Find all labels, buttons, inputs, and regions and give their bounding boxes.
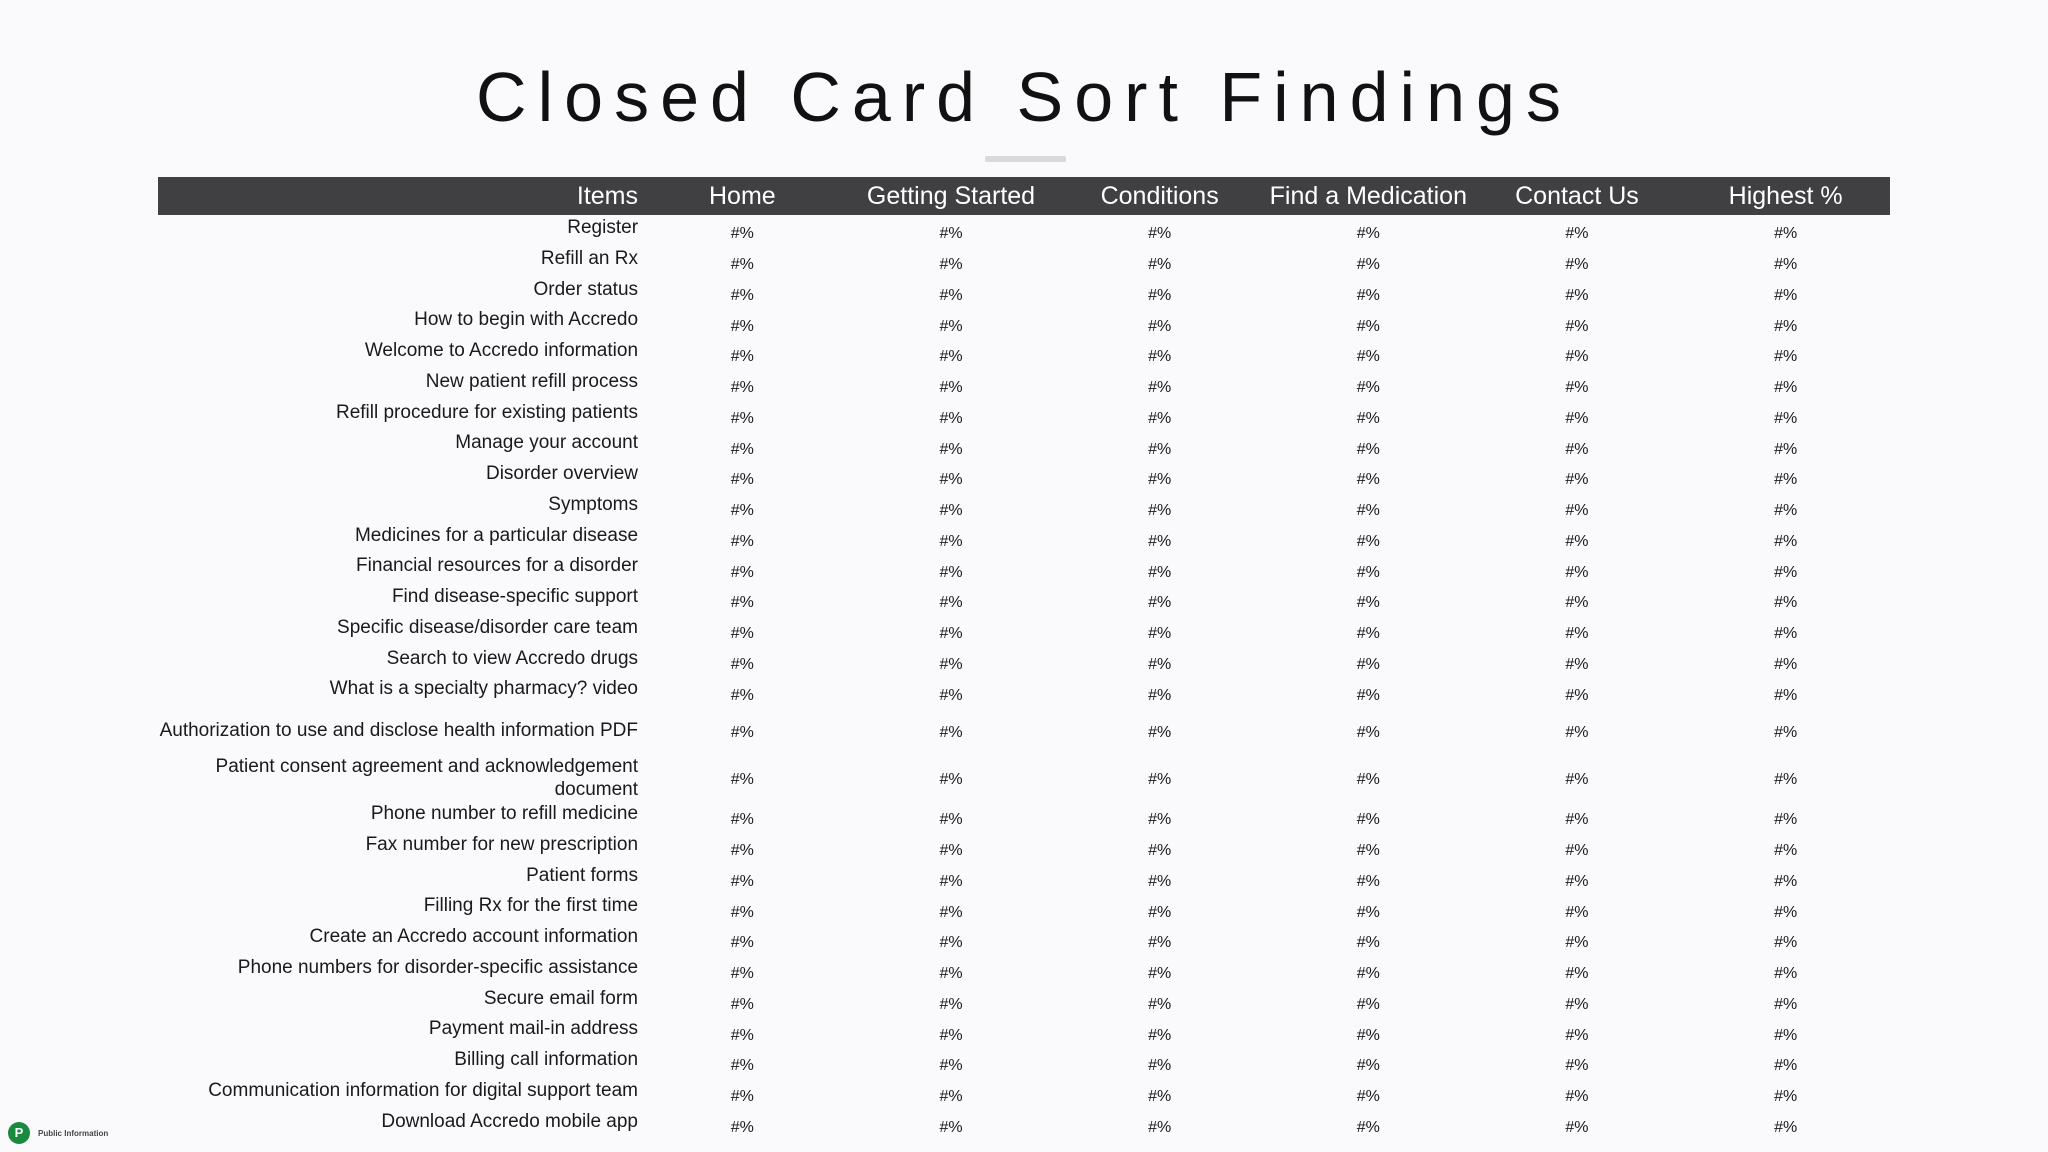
row-value-cell: #%	[1356, 1118, 1380, 1136]
row-value-cell: #%	[730, 965, 754, 983]
row-item-label: Find disease-specific support	[391, 586, 639, 607]
row-value-cell: #%	[1565, 317, 1589, 335]
row-value-cell: #%	[730, 1118, 754, 1136]
table-row	[158, 307, 1890, 338]
row-value-cell: #%	[939, 723, 963, 741]
table-row	[158, 893, 1890, 924]
row-value-cell: #%	[1774, 379, 1798, 397]
row-value-cell: #%	[1774, 770, 1798, 788]
table-row	[158, 646, 1890, 677]
row-value-cell: #%	[1565, 256, 1589, 274]
row-value-cell: #%	[1774, 317, 1798, 335]
row-value-cell: #%	[730, 686, 754, 704]
row-value-cell: #%	[939, 1118, 963, 1136]
table-header-row	[158, 177, 1890, 215]
row-value-cell: #%	[1356, 1088, 1380, 1106]
row-value-cell: #%	[1774, 625, 1798, 643]
row-value-cell: #%	[939, 934, 963, 952]
row-value-cell: #%	[1356, 965, 1380, 983]
row-value-cell: #%	[1565, 440, 1589, 458]
row-value-cell: #%	[1565, 409, 1589, 427]
row-value-cell: #%	[730, 1026, 754, 1044]
row-value-cell: #%	[1774, 225, 1798, 243]
column-header-conditions: Conditions	[1100, 182, 1219, 210]
row-item-label: Search to view Accredo drugs	[386, 647, 639, 669]
row-value-cell: #%	[1774, 594, 1798, 612]
row-value-cell: #%	[1356, 1057, 1380, 1075]
row-value-cell: #%	[1356, 502, 1380, 520]
row-value-cell: #%	[1356, 903, 1380, 921]
table-row	[158, 955, 1890, 986]
table-row	[158, 1109, 1890, 1140]
row-value-cell: #%	[1356, 256, 1380, 274]
row-value-cell: #%	[1356, 594, 1380, 612]
row-value-cell: #%	[1356, 723, 1380, 741]
column-header-contact-us: Contact Us	[1515, 182, 1639, 210]
row-value-cell: #%	[939, 770, 963, 788]
row-value-cell: #%	[1148, 471, 1172, 489]
row-value-cell: #%	[1356, 1026, 1380, 1044]
column-header-getting-started: Getting Started	[866, 182, 1036, 210]
row-value-cell: #%	[1774, 903, 1798, 921]
row-value-cell: #%	[730, 317, 754, 335]
table-row	[158, 215, 1890, 246]
row-value-cell: #%	[1356, 625, 1380, 643]
row-value-cell: #%	[730, 256, 754, 274]
table-row	[158, 492, 1890, 523]
row-value-cell: #%	[1565, 286, 1589, 304]
row-item-label: Patient consent agreement and acknowledgement document	[215, 755, 639, 800]
row-value-cell: #%	[1148, 1118, 1172, 1136]
row-value-cell: #%	[1148, 770, 1172, 788]
row-value-cell: #%	[1565, 934, 1589, 952]
row-value-cell: #%	[1356, 348, 1380, 366]
row-value-cell: #%	[1356, 471, 1380, 489]
row-item-label: Manage your account	[455, 432, 639, 454]
row-item-label: Medicines for a particular disease	[354, 524, 639, 546]
row-value-cell: #%	[1565, 594, 1589, 612]
row-value-cell: #%	[730, 903, 754, 921]
table-row	[158, 986, 1890, 1017]
row-value-cell: #%	[1356, 317, 1380, 335]
row-item-label: What is a specialty pharmacy? video	[329, 678, 639, 700]
row-value-cell: #%	[939, 563, 963, 581]
row-value-cell: #%	[1774, 256, 1798, 274]
row-value-cell: #%	[939, 1057, 963, 1075]
row-value-cell: #%	[1356, 286, 1380, 304]
row-item-label: Filling Rx for the first time	[423, 895, 639, 917]
row-value-cell: #%	[1774, 348, 1798, 366]
table-row	[158, 430, 1890, 461]
table-body	[158, 215, 1890, 1139]
row-value-cell: #%	[1774, 440, 1798, 458]
row-value-cell: #%	[730, 594, 754, 612]
row-value-cell: #%	[1774, 872, 1798, 890]
row-value-cell: #%	[1148, 625, 1172, 643]
row-value-cell: #%	[1774, 995, 1798, 1013]
row-value-cell: #%	[1356, 811, 1380, 829]
row-value-cell: #%	[730, 770, 754, 788]
row-value-cell: #%	[1356, 770, 1380, 788]
row-value-cell: #%	[1148, 811, 1172, 829]
row-value-cell: #%	[1774, 409, 1798, 427]
row-value-cell: #%	[1565, 686, 1589, 704]
row-item-label: Communication information for digital support team	[208, 1079, 639, 1101]
table-row	[158, 924, 1890, 955]
row-value-cell: #%	[1148, 563, 1172, 581]
row-value-cell: #%	[1148, 1026, 1172, 1044]
row-value-cell: #%	[730, 348, 754, 366]
row-item-label: Billing call information	[454, 1049, 639, 1070]
table-row	[158, 707, 1890, 754]
row-value-cell: #%	[939, 872, 963, 890]
row-item-label: Register	[567, 217, 639, 238]
row-value-cell: #%	[1774, 934, 1798, 952]
row-value-cell: #%	[1148, 379, 1172, 397]
row-value-cell: #%	[939, 317, 963, 335]
row-value-cell: #%	[730, 563, 754, 581]
row-value-cell: #%	[730, 532, 754, 550]
row-value-cell: #%	[1565, 1026, 1589, 1044]
table-row	[158, 523, 1890, 554]
table-row	[158, 461, 1890, 492]
row-value-cell: #%	[939, 995, 963, 1013]
row-value-cell: #%	[730, 995, 754, 1013]
table-row	[158, 615, 1890, 646]
table-row	[158, 277, 1890, 308]
table-row	[158, 338, 1890, 369]
row-value-cell: #%	[1148, 286, 1172, 304]
table-row	[158, 754, 1890, 801]
row-item-label: Fax number for new prescription	[365, 833, 639, 855]
row-value-cell: #%	[1148, 872, 1172, 890]
row-value-cell: #%	[1148, 317, 1172, 335]
table-row	[158, 863, 1890, 894]
row-value-cell: #%	[1148, 225, 1172, 243]
row-value-cell: #%	[1148, 1088, 1172, 1106]
row-value-cell: #%	[939, 471, 963, 489]
row-value-cell: #%	[1148, 440, 1172, 458]
row-value-cell: #%	[1356, 532, 1380, 550]
row-item-label: Download Accredo mobile app	[381, 1110, 639, 1132]
table-row	[158, 1047, 1890, 1078]
row-value-cell: #%	[1148, 995, 1172, 1013]
row-value-cell: #%	[1774, 563, 1798, 581]
row-value-cell: #%	[1148, 686, 1172, 704]
row-value-cell: #%	[939, 286, 963, 304]
table-row	[158, 553, 1890, 584]
row-value-cell: #%	[1565, 811, 1589, 829]
row-value-cell: #%	[939, 379, 963, 397]
row-value-cell: #%	[1148, 934, 1172, 952]
row-value-cell: #%	[730, 409, 754, 427]
row-item-label: Phone number to refill medicine	[370, 803, 639, 824]
table-row	[158, 369, 1890, 400]
row-item-label: Order status	[533, 278, 639, 300]
row-value-cell: #%	[1565, 903, 1589, 921]
row-value-cell: #%	[1148, 348, 1172, 366]
table-row	[158, 1016, 1890, 1047]
row-item-label: Disorder overview	[485, 463, 639, 484]
row-value-cell: #%	[730, 625, 754, 643]
column-header-items: Items	[576, 182, 639, 210]
row-value-cell: #%	[730, 1088, 754, 1106]
row-value-cell: #%	[1565, 965, 1589, 983]
row-item-label: Refill an Rx	[540, 247, 639, 269]
row-value-cell: #%	[1356, 440, 1380, 458]
row-value-cell: #%	[1356, 655, 1380, 673]
row-value-cell: #%	[1356, 409, 1380, 427]
row-value-cell: #%	[1774, 686, 1798, 704]
row-value-cell: #%	[939, 842, 963, 860]
row-value-cell: #%	[1774, 471, 1798, 489]
public-info-icon: P	[8, 1122, 30, 1144]
row-value-cell: #%	[1148, 842, 1172, 860]
classification-badge	[8, 1122, 108, 1144]
row-value-cell: #%	[1565, 1088, 1589, 1106]
row-value-cell: #%	[1774, 1118, 1798, 1136]
row-value-cell: #%	[939, 965, 963, 983]
row-value-cell: #%	[939, 903, 963, 921]
row-value-cell: #%	[730, 723, 754, 741]
row-value-cell: #%	[939, 594, 963, 612]
row-value-cell: #%	[1356, 225, 1380, 243]
row-value-cell: #%	[939, 655, 963, 673]
row-value-cell: #%	[1356, 686, 1380, 704]
row-item-label: Specific disease/disorder care team	[337, 616, 639, 638]
row-value-cell: #%	[1148, 723, 1172, 741]
row-value-cell: #%	[1565, 471, 1589, 489]
row-value-cell: #%	[1774, 286, 1798, 304]
row-value-cell: #%	[939, 811, 963, 829]
row-value-cell: #%	[1565, 502, 1589, 520]
table-row	[158, 1078, 1890, 1109]
row-item-label: Authorization to use and disclose health information PDF	[159, 720, 639, 741]
row-value-cell: #%	[1148, 903, 1172, 921]
row-value-cell: #%	[1356, 934, 1380, 952]
row-value-cell: #%	[1774, 502, 1798, 520]
row-value-cell: #%	[730, 655, 754, 673]
row-value-cell: #%	[1565, 770, 1589, 788]
row-value-cell: #%	[1774, 1026, 1798, 1044]
row-value-cell: #%	[939, 502, 963, 520]
row-value-cell: #%	[1565, 379, 1589, 397]
row-value-cell: #%	[939, 256, 963, 274]
row-value-cell: #%	[1565, 872, 1589, 890]
title-divider	[985, 156, 1066, 162]
row-value-cell: #%	[1774, 965, 1798, 983]
table-row	[158, 584, 1890, 615]
row-value-cell: #%	[1774, 811, 1798, 829]
row-value-cell: #%	[939, 1026, 963, 1044]
row-value-cell: #%	[1774, 842, 1798, 860]
row-value-cell: #%	[1356, 995, 1380, 1013]
row-value-cell: #%	[939, 532, 963, 550]
table-row	[158, 676, 1890, 707]
table-row	[158, 246, 1890, 277]
row-value-cell: #%	[730, 1057, 754, 1075]
row-item-label: Welcome to Accredo information	[364, 340, 639, 361]
row-value-cell: #%	[730, 379, 754, 397]
row-value-cell: #%	[1148, 965, 1172, 983]
row-value-cell: #%	[1148, 409, 1172, 427]
row-value-cell: #%	[730, 872, 754, 890]
row-value-cell: #%	[1565, 842, 1589, 860]
row-value-cell: #%	[939, 348, 963, 366]
row-value-cell: #%	[939, 1088, 963, 1106]
row-item-label: Secure email form	[483, 987, 639, 1009]
row-value-cell: #%	[1356, 563, 1380, 581]
row-value-cell: #%	[939, 225, 963, 243]
row-value-cell: #%	[1774, 1057, 1798, 1075]
table-row	[158, 832, 1890, 863]
table-row	[158, 801, 1890, 832]
row-value-cell: #%	[1565, 625, 1589, 643]
row-value-cell: #%	[730, 502, 754, 520]
row-item-label: Symptoms	[548, 493, 639, 515]
row-value-cell: #%	[1774, 655, 1798, 673]
row-value-cell: #%	[730, 471, 754, 489]
row-value-cell: #%	[730, 842, 754, 860]
column-header-home: Home	[709, 182, 776, 210]
row-value-cell: #%	[939, 409, 963, 427]
row-item-label: Create an Accredo account information	[309, 926, 639, 947]
row-value-cell: #%	[1148, 655, 1172, 673]
row-value-cell: #%	[730, 934, 754, 952]
row-value-cell: #%	[1774, 1088, 1798, 1106]
row-value-cell: #%	[1565, 723, 1589, 741]
row-value-cell: #%	[730, 286, 754, 304]
row-value-cell: #%	[1356, 872, 1380, 890]
row-item-label: How to begin with Accredo	[414, 309, 639, 331]
table-row	[158, 400, 1890, 431]
row-value-cell: #%	[939, 625, 963, 643]
row-value-cell: #%	[730, 440, 754, 458]
row-value-cell: #%	[1565, 563, 1589, 581]
classification-label: Public Information	[38, 1128, 109, 1138]
row-value-cell: #%	[730, 225, 754, 243]
column-header-find-a-medication: Find a Medication	[1269, 182, 1467, 210]
row-value-cell: #%	[1565, 655, 1589, 673]
row-value-cell: #%	[1774, 723, 1798, 741]
row-value-cell: #%	[939, 440, 963, 458]
row-item-label: Payment mail-in address	[428, 1018, 639, 1040]
row-item-label: New patient refill process	[425, 370, 639, 392]
row-value-cell: #%	[1565, 995, 1589, 1013]
row-value-cell: #%	[1148, 256, 1172, 274]
row-value-cell: #%	[1565, 1057, 1589, 1075]
row-value-cell: #%	[939, 686, 963, 704]
column-header-highest-percent: Highest %	[1728, 182, 1843, 210]
row-item-label: Financial resources for a disorder	[356, 555, 639, 577]
row-value-cell: #%	[1148, 594, 1172, 612]
row-value-cell: #%	[1774, 532, 1798, 550]
row-value-cell: #%	[1356, 379, 1380, 397]
row-value-cell: #%	[1148, 502, 1172, 520]
row-value-cell: #%	[1565, 348, 1589, 366]
row-value-cell: #%	[1148, 532, 1172, 550]
row-value-cell: #%	[1565, 532, 1589, 550]
row-value-cell: #%	[1356, 842, 1380, 860]
row-item-label: Refill procedure for existing patients	[335, 401, 639, 423]
row-value-cell: #%	[730, 811, 754, 829]
card-sort-table	[158, 177, 1890, 1139]
row-item-label: Patient forms	[526, 864, 639, 886]
row-value-cell: #%	[1148, 1057, 1172, 1075]
row-value-cell: #%	[1565, 225, 1589, 243]
slide-title: Closed Card Sort Findings	[476, 58, 1572, 136]
row-value-cell: #%	[1565, 1118, 1589, 1136]
row-item-label: Phone numbers for disorder-specific assistance	[237, 956, 639, 978]
